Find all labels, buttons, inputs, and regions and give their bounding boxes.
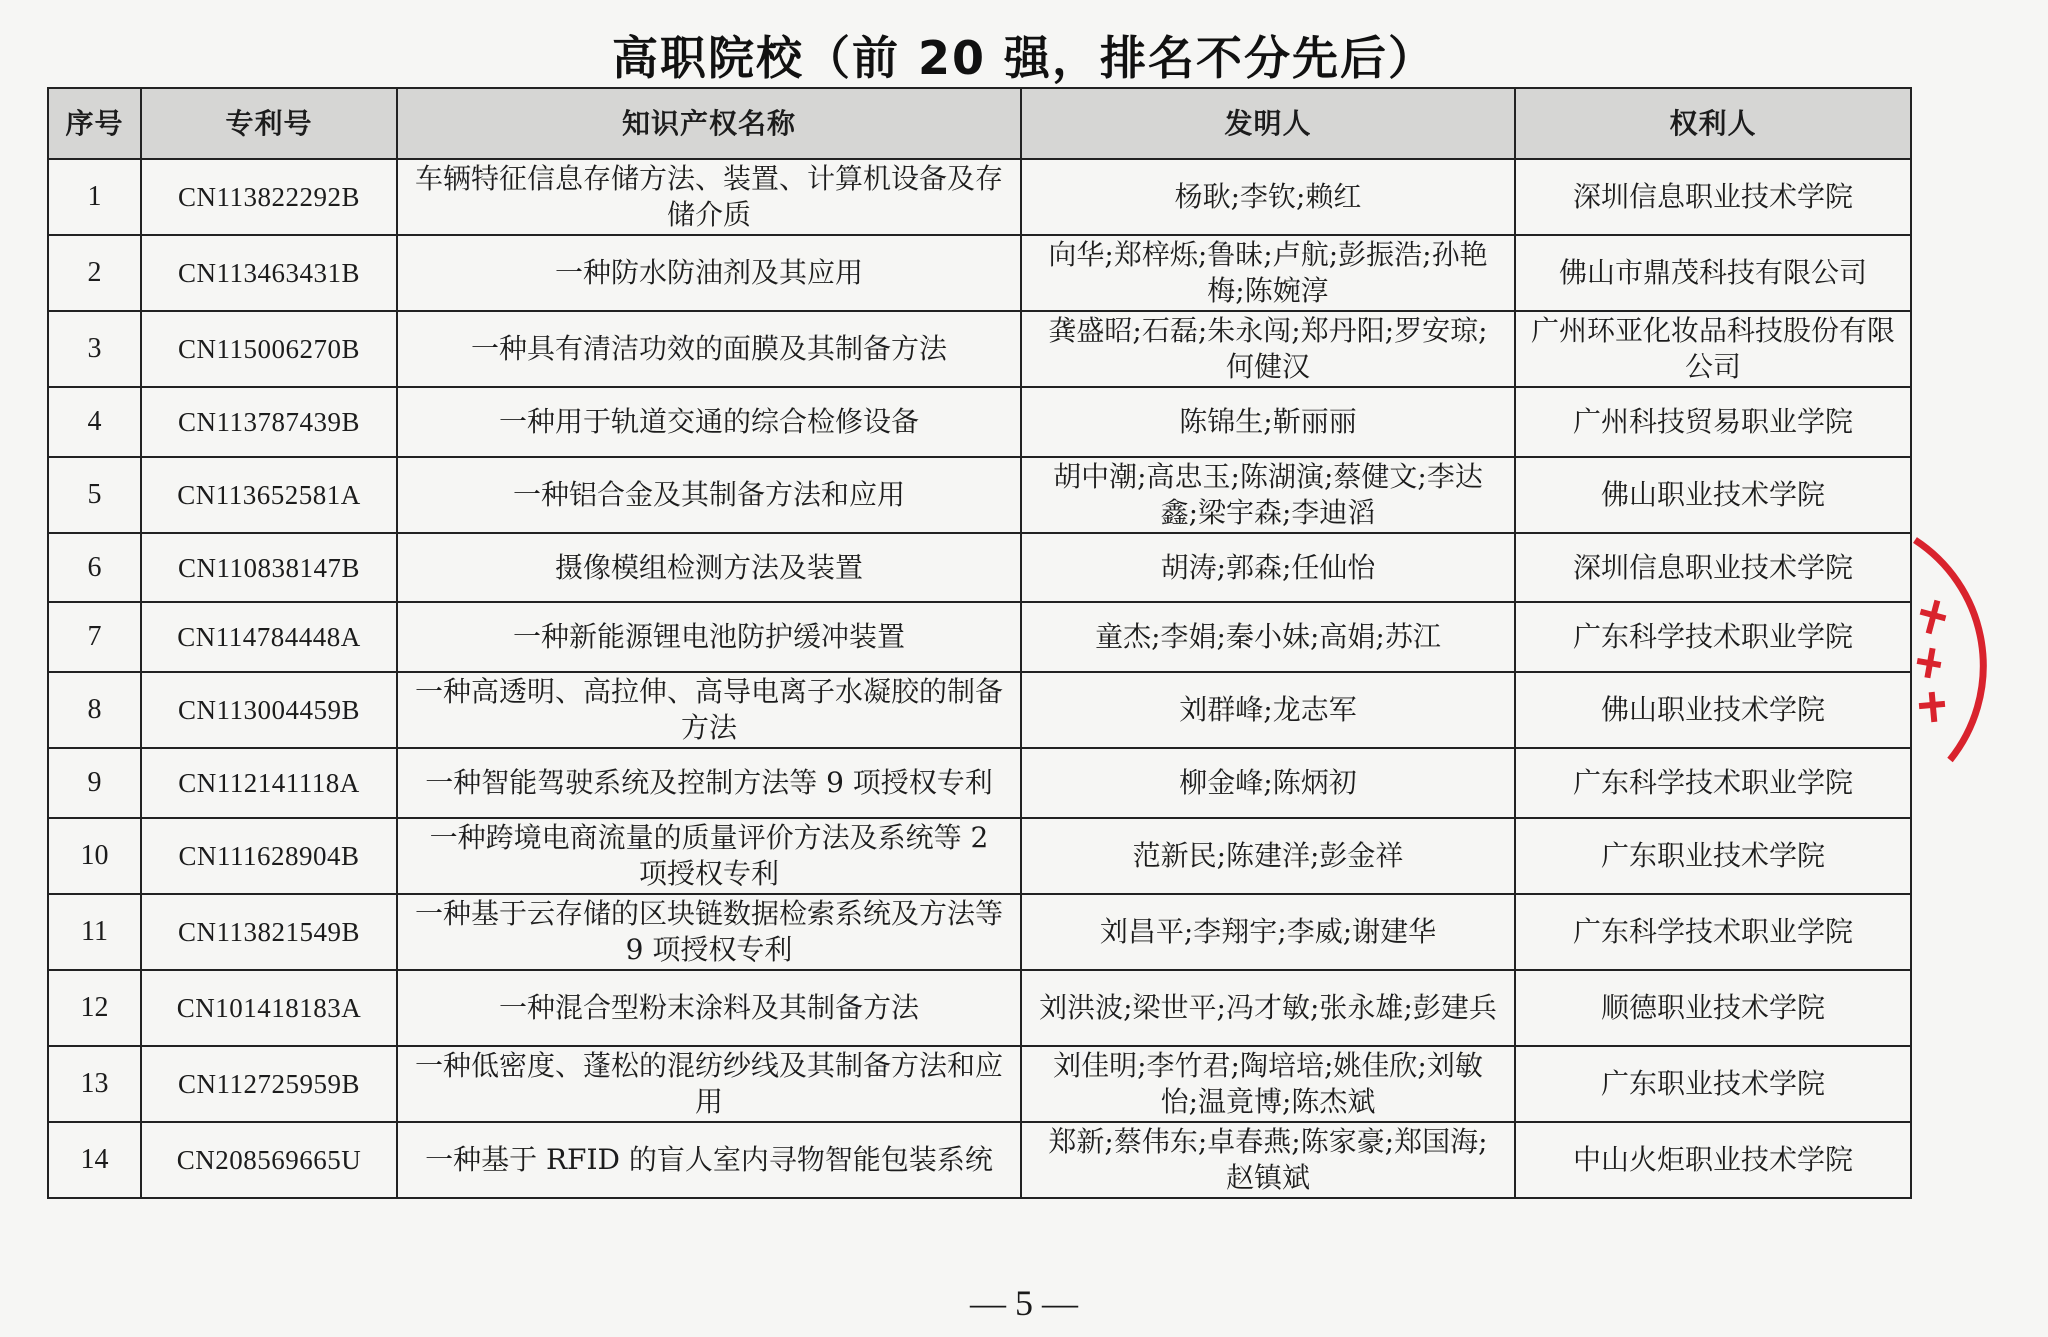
table-row xyxy=(48,602,1911,672)
row-index: 7 xyxy=(48,602,141,672)
row-inventors: 龚盛昭;石磊;朱永闯;郑丹阳;罗安琼;何健汉 xyxy=(1021,311,1515,387)
row-inventors: 陈锦生;靳丽丽 xyxy=(1021,387,1515,457)
seal-ring xyxy=(1915,540,1983,760)
row-index: 14 xyxy=(48,1122,141,1198)
row-ip-name: 一种用于轨道交通的综合检修设备 xyxy=(397,387,1021,457)
row-inventors: 刘昌平;李翔宇;李威;谢建华 xyxy=(1021,894,1515,970)
header-index: 序号 xyxy=(48,88,141,159)
row-inventors: 柳金峰;陈炳初 xyxy=(1021,748,1515,818)
row-ip-name: 一种新能源锂电池防护缓冲装置 xyxy=(397,602,1021,672)
row-index: 9 xyxy=(48,748,141,818)
row-owner: 广东科学技术职业学院 xyxy=(1515,748,1911,818)
row-inventors: 刘洪波;梁世平;冯才敏;张永雄;彭建兵 xyxy=(1021,970,1515,1046)
table-row xyxy=(48,235,1911,311)
row-patent-no: CN112141118A xyxy=(141,748,397,818)
row-patent-no: CN111628904B xyxy=(141,818,397,894)
row-index: 4 xyxy=(48,387,141,457)
page-title: 高职院校（前 20 强，排名不分先后） xyxy=(611,31,1437,85)
row-inventors: 杨耿;李钦;赖红 xyxy=(1021,159,1515,235)
official-seal xyxy=(1905,520,2048,780)
row-owner: 广州科技贸易职业学院 xyxy=(1515,387,1911,457)
table-row xyxy=(48,457,1911,533)
row-ip-name: 一种基于 RFID 的盲人室内寻物智能包装系统 xyxy=(397,1122,1021,1198)
table-row xyxy=(48,818,1911,894)
table-row xyxy=(48,311,1911,387)
row-patent-no: CN115006270B xyxy=(141,311,397,387)
row-patent-no: CN113463431B xyxy=(141,235,397,311)
row-ip-name: 一种防水防油剂及其应用 xyxy=(397,235,1021,311)
row-ip-name: 一种智能驾驶系统及控制方法等 9 项授权专利 xyxy=(397,748,1021,818)
header-ip-name: 知识产权名称 xyxy=(397,88,1021,159)
table-header-row xyxy=(48,88,1911,159)
row-inventors: 童杰;李娟;秦小妹;高娟;苏江 xyxy=(1021,602,1515,672)
row-owner: 佛山职业技术学院 xyxy=(1515,672,1911,748)
row-ip-name: 一种跨境电商流量的质量评价方法及系统等 2 项授权专利 xyxy=(397,818,1021,894)
row-owner: 深圳信息职业技术学院 xyxy=(1515,159,1911,235)
row-ip-name: 一种铝合金及其制备方法和应用 xyxy=(397,457,1021,533)
row-inventors: 范新民;陈建洋;彭金祥 xyxy=(1021,818,1515,894)
row-index: 6 xyxy=(48,533,141,602)
row-owner: 广东职业技术学院 xyxy=(1515,818,1911,894)
row-patent-no: CN208569665U xyxy=(141,1122,397,1198)
row-index: 2 xyxy=(48,235,141,311)
row-inventors: 向华;郑梓烁;鲁昧;卢航;彭振浩;孙艳梅;陈婉淳 xyxy=(1021,235,1515,311)
row-patent-no: CN114784448A xyxy=(141,602,397,672)
row-ip-name: 车辆特征信息存储方法、装置、计算机设备及存储介质 xyxy=(397,159,1021,235)
row-owner: 广东科学技术职业学院 xyxy=(1515,602,1911,672)
row-index: 10 xyxy=(48,818,141,894)
row-patent-no: CN101418183A xyxy=(141,970,397,1046)
seal-text xyxy=(1917,600,1947,722)
row-patent-no: CN110838147B xyxy=(141,533,397,602)
row-patent-no: CN113652581A xyxy=(141,457,397,533)
row-inventors: 郑新;蔡伟东;卓春燕;陈家豪;郑国海;赵镇斌 xyxy=(1021,1122,1515,1198)
row-index: 1 xyxy=(48,159,141,235)
row-owner: 广东职业技术学院 xyxy=(1515,1046,1911,1122)
row-ip-name: 一种混合型粉末涂料及其制备方法 xyxy=(397,970,1021,1046)
table-row xyxy=(48,159,1911,235)
row-owner: 顺德职业技术学院 xyxy=(1515,970,1911,1046)
row-index: 8 xyxy=(48,672,141,748)
row-owner: 广东科学技术职业学院 xyxy=(1515,894,1911,970)
table-row xyxy=(48,533,1911,602)
table-row xyxy=(48,1122,1911,1198)
row-index: 12 xyxy=(48,970,141,1046)
row-index: 3 xyxy=(48,311,141,387)
row-owner: 深圳信息职业技术学院 xyxy=(1515,533,1911,602)
header-patent-no: 专利号 xyxy=(141,88,397,159)
header-owner: 权利人 xyxy=(1515,88,1911,159)
row-patent-no: CN113787439B xyxy=(141,387,397,457)
row-ip-name: 一种高透明、高拉伸、高导电离子水凝胶的制备方法 xyxy=(397,672,1021,748)
row-index: 5 xyxy=(48,457,141,533)
row-inventors: 胡中潮;高忠玉;陈湖演;蔡健文;李达鑫;梁宇森;李迪滔 xyxy=(1021,457,1515,533)
table-row xyxy=(48,387,1911,457)
row-patent-no: CN113821549B xyxy=(141,894,397,970)
table-row xyxy=(48,1046,1911,1122)
row-patent-no: CN113004459B xyxy=(141,672,397,748)
row-owner: 中山火炬职业技术学院 xyxy=(1515,1122,1911,1198)
table-row xyxy=(48,748,1911,818)
table-row xyxy=(48,672,1911,748)
row-index: 11 xyxy=(48,894,141,970)
row-inventors: 刘佳明;李竹君;陶培培;姚佳欣;刘敏怡;温竟博;陈杰斌 xyxy=(1021,1046,1515,1122)
page-number: — 5 — xyxy=(970,1283,1078,1323)
row-owner: 佛山职业技术学院 xyxy=(1515,457,1911,533)
row-inventors: 刘群峰;龙志军 xyxy=(1021,672,1515,748)
table-row xyxy=(48,970,1911,1046)
row-inventors: 胡涛;郭森;任仙怡 xyxy=(1021,533,1515,602)
row-ip-name: 一种基于云存储的区块链数据检索系统及方法等 9 项授权专利 xyxy=(397,894,1021,970)
row-patent-no: CN113822292B xyxy=(141,159,397,235)
row-owner: 佛山市鼎茂科技有限公司 xyxy=(1515,235,1911,311)
header-inventors: 发明人 xyxy=(1021,88,1515,159)
table-row xyxy=(48,894,1911,970)
row-index: 13 xyxy=(48,1046,141,1122)
row-ip-name: 一种低密度、蓬松的混纺纱线及其制备方法和应用 xyxy=(397,1046,1021,1122)
row-ip-name: 一种具有清洁功效的面膜及其制备方法 xyxy=(397,311,1021,387)
patent-table xyxy=(47,87,1912,1199)
row-ip-name: 摄像模组检测方法及装置 xyxy=(397,533,1021,602)
row-owner: 广州环亚化妆品科技股份有限公司 xyxy=(1515,311,1911,387)
row-patent-no: CN112725959B xyxy=(141,1046,397,1122)
